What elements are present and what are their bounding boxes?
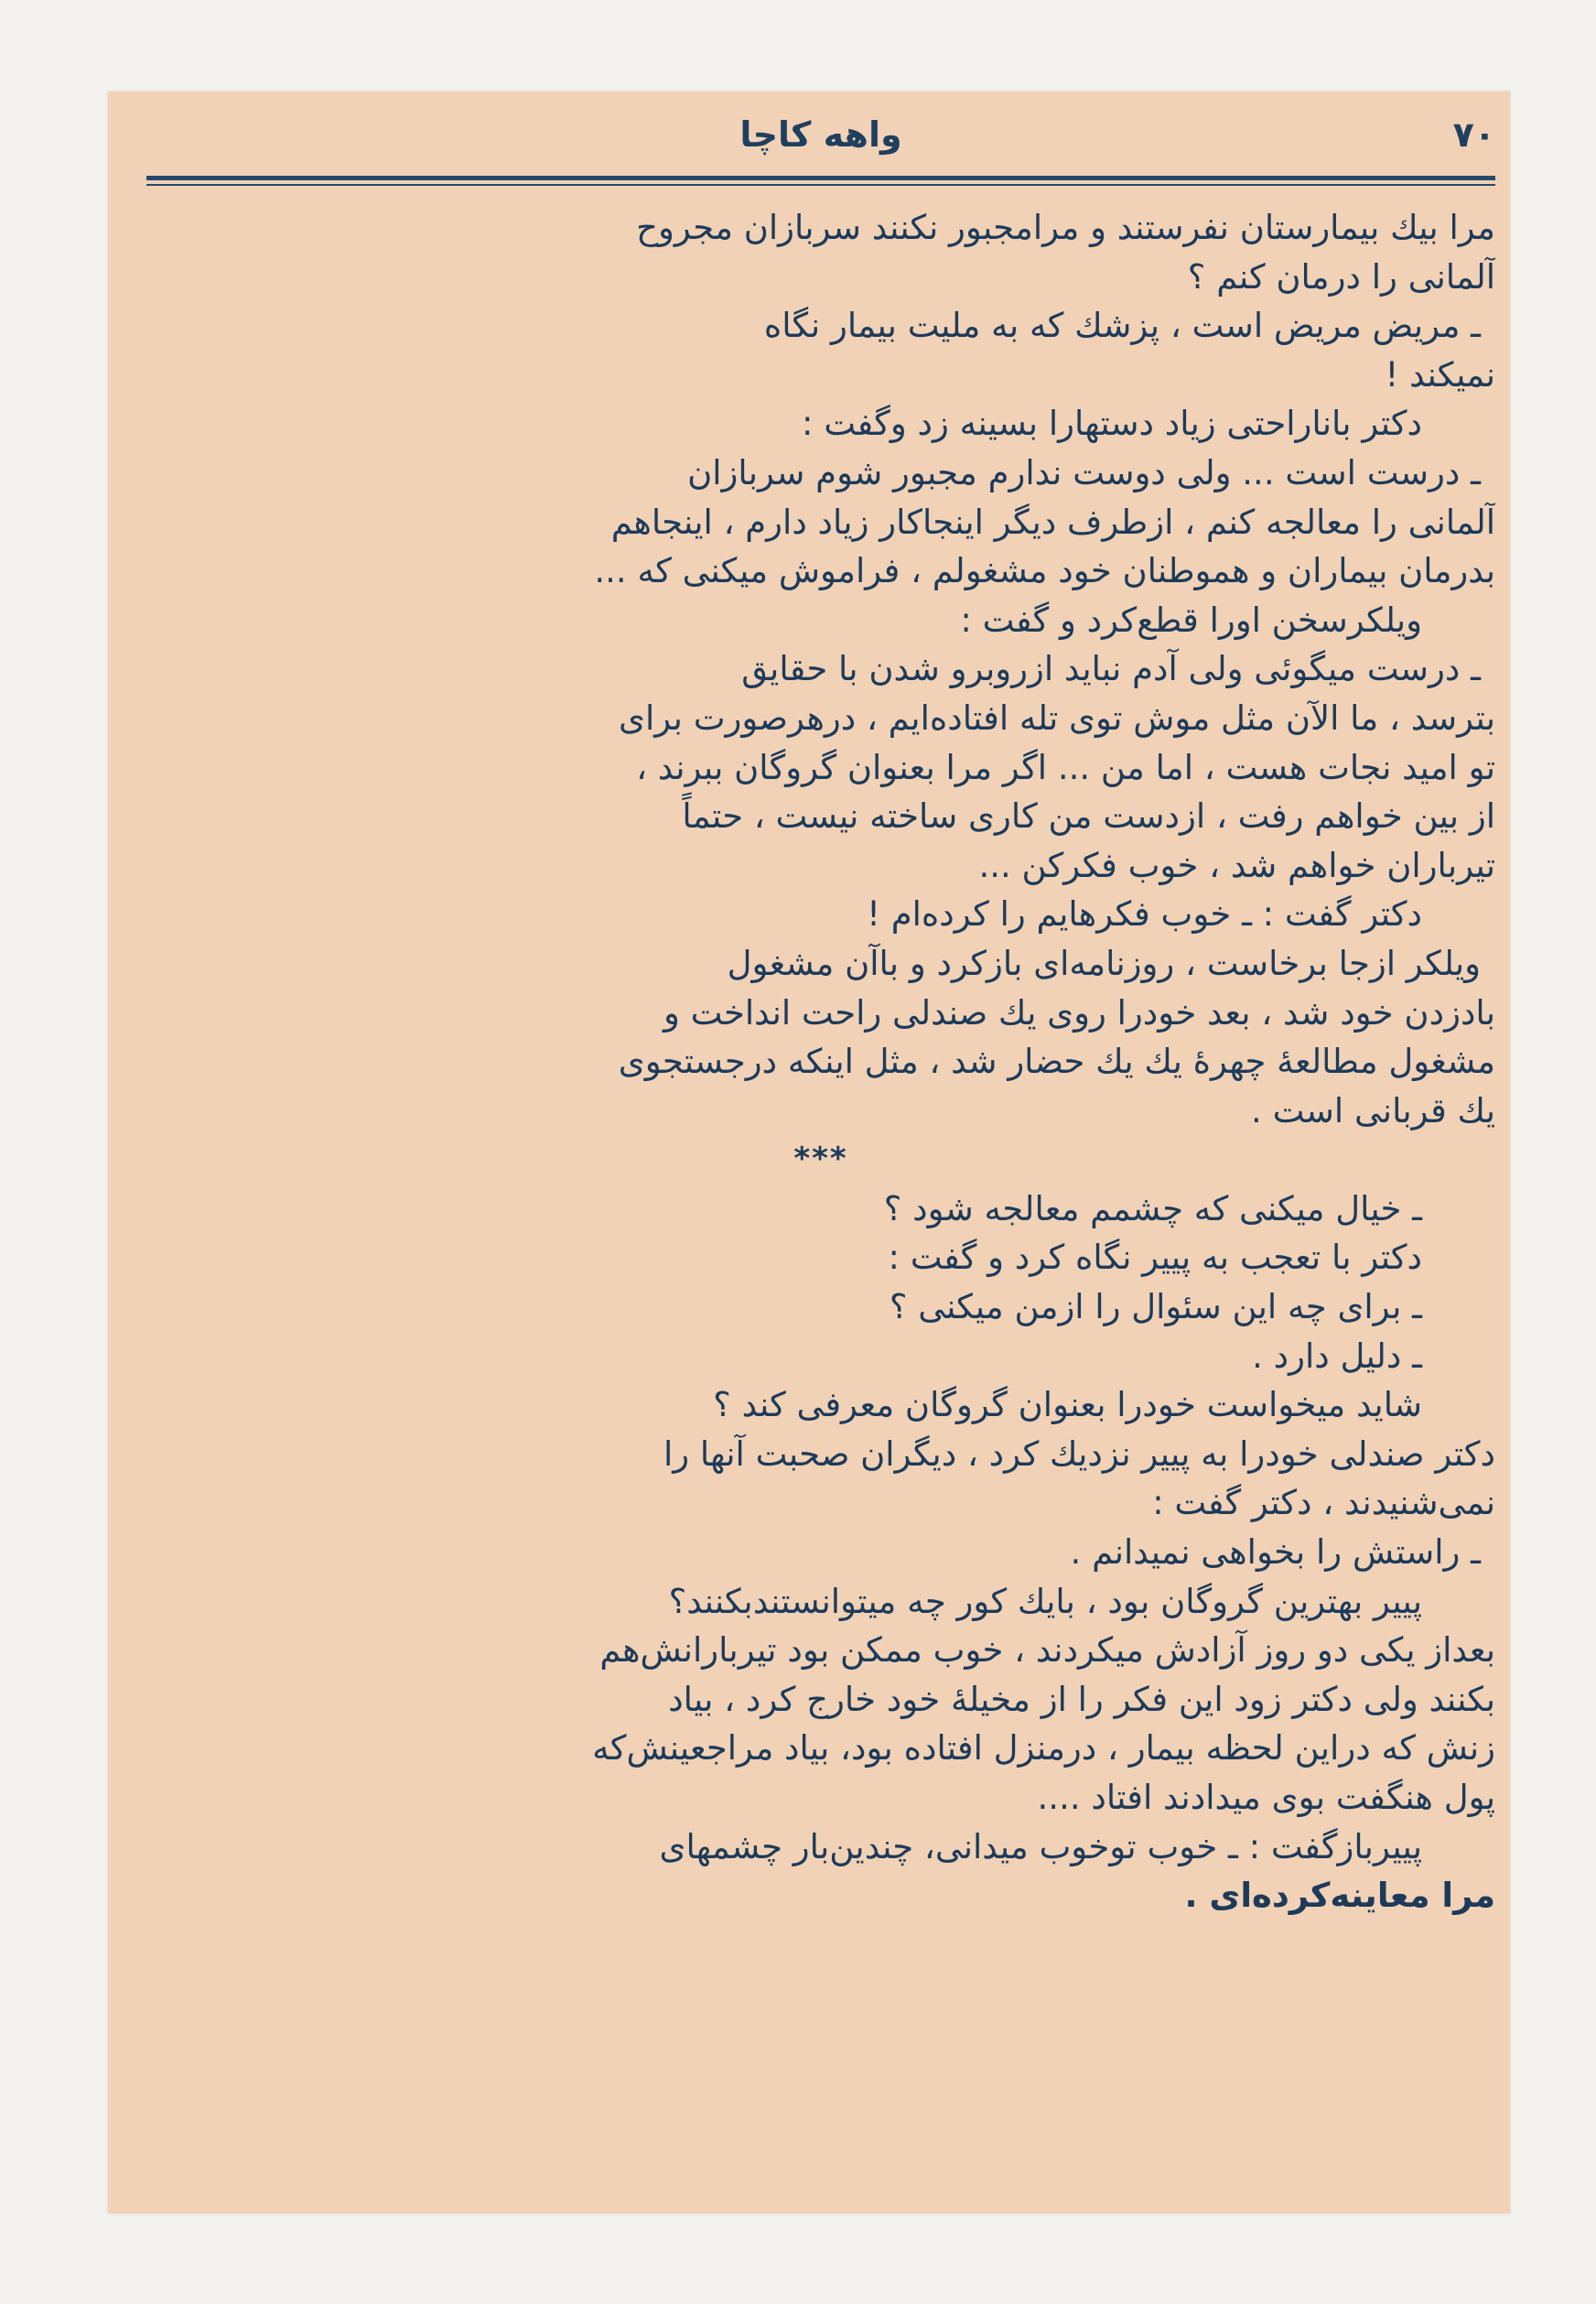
text-line: نمی‌شنیدند ، دکتر گفت : bbox=[1152, 1483, 1495, 1523]
text-line: مرا بیك بیمارستان نفرستند و مرامجبور نکنند سربازان مجروح bbox=[636, 208, 1495, 247]
text-line: آلمانی را معالجه کنم ، ازطرف دیگر اینجاکار زیاد دارم ، اینجاهم bbox=[610, 502, 1495, 542]
text-line: یك قربانی است . bbox=[1251, 1090, 1495, 1130]
text-line: ـ دلیل دارد . bbox=[1252, 1336, 1422, 1376]
text-line: دکتر گفت : ـ خوب فکرهایم را کرده‌ام ! bbox=[867, 894, 1422, 935]
text-line: از بین خواهم رفت ، ازدست من کاری ساخته نیست ، حتماً bbox=[682, 796, 1495, 837]
text-line: شاید میخواست خودرا بعنوان گروگان معرفی کند ؟ bbox=[713, 1385, 1422, 1425]
text-line: بادزدن خود شد ، بعد خودرا روی یك صندلی راحت انداخت و bbox=[663, 992, 1495, 1033]
text-line: ـ راستش را بخواهی نمیدانم . bbox=[1070, 1532, 1481, 1573]
page-number: ۷۰ bbox=[1452, 114, 1495, 155]
page-header bbox=[146, 114, 1495, 178]
text-line: بکنند ولی دکتر زود این فکر را از مخیلهٔ خود خارج کرد ، بیاد bbox=[668, 1679, 1495, 1719]
text-line: ـ برای چه این سئوال را ازمن میکنی ؟ bbox=[889, 1287, 1422, 1327]
header-rule bbox=[146, 176, 1495, 180]
text-line: ـ مریض مریض است ، پزشك که به ملیت بیمار نگاه bbox=[763, 306, 1481, 346]
text-line: بعداز یکی دو روز آزادش میکردند ، خوب ممکن بود تیربارانش‌هم bbox=[599, 1630, 1495, 1671]
text-line: پییربازگفت : ـ خوب توخوب میدانی، چندین‌بار چشمهای bbox=[659, 1826, 1422, 1866]
text-line: دکتر باناراحتی زیاد دستهارا بسینه زد وگفت : bbox=[801, 404, 1422, 444]
text-line: تیرباران خواهم شد ، خوب فکرکن ... bbox=[978, 845, 1495, 885]
text-line: پییر بهترین گروگان بود ، بایك کور چه میتوانستندبکنند؟ bbox=[668, 1581, 1422, 1621]
text-line: مشغول مطالعهٔ چهرهٔ یك یك حضار شد ، مثل اینکه درجستجوی bbox=[618, 1042, 1495, 1082]
page-body bbox=[146, 203, 1495, 1920]
text-line: بترسد ، ما الآن مثل موش توی تله افتاده‌ایم ، درهرصورت برای bbox=[619, 698, 1495, 738]
text-line: پول هنگفت بوی میدادند افتاد .... bbox=[1037, 1778, 1495, 1817]
text-line: ـ درست میگوئی ولی آدم نباید ازروبرو شدن با حقایق bbox=[741, 649, 1481, 689]
running-title: واهه کاچا bbox=[739, 114, 902, 155]
text-line: ـ خیال میکنی که چشمم معالجه شود ؟ bbox=[883, 1188, 1422, 1228]
header-rule-thin bbox=[146, 184, 1495, 186]
text-line: زنش که دراین لحظه بیمار ، درمنزل افتاده بود، بیاد مراجعینش‌که bbox=[592, 1728, 1495, 1769]
text-line: آلمانی را درمان کنم ؟ bbox=[1187, 256, 1495, 297]
text-line: دکتر با تعجب به پییر نگاه کرد و گفت : bbox=[888, 1238, 1422, 1278]
section-separator: *** bbox=[793, 1141, 848, 1178]
text-line: ـ درست است ... ولی دوست ندارم مجبور شوم سربازان bbox=[687, 452, 1481, 492]
text-line: تو امید نجات هست ، اما من ... اگر مرا بعنوان گروگان ببرند ، bbox=[636, 747, 1495, 787]
text-line: ویلکرسخن اورا قطع‌کرد و گفت : bbox=[960, 600, 1422, 640]
text-line: بدرمان بیماران و هموطنان خود مشغولم ، فراموش میکنی که ... bbox=[594, 551, 1495, 591]
text-line: ویلکر ازجا برخاست ، روزنامه‌ای بازکرد و باآن مشغول bbox=[727, 943, 1481, 983]
text-line: دکتر صندلی خودرا به پییر نزدیك کرد ، دیگران صحبت آنها را bbox=[663, 1433, 1495, 1474]
text-line: مرا معاینه‌کرده‌ای . bbox=[1184, 1876, 1495, 1916]
text-line: نمیکند ! bbox=[1385, 354, 1495, 395]
